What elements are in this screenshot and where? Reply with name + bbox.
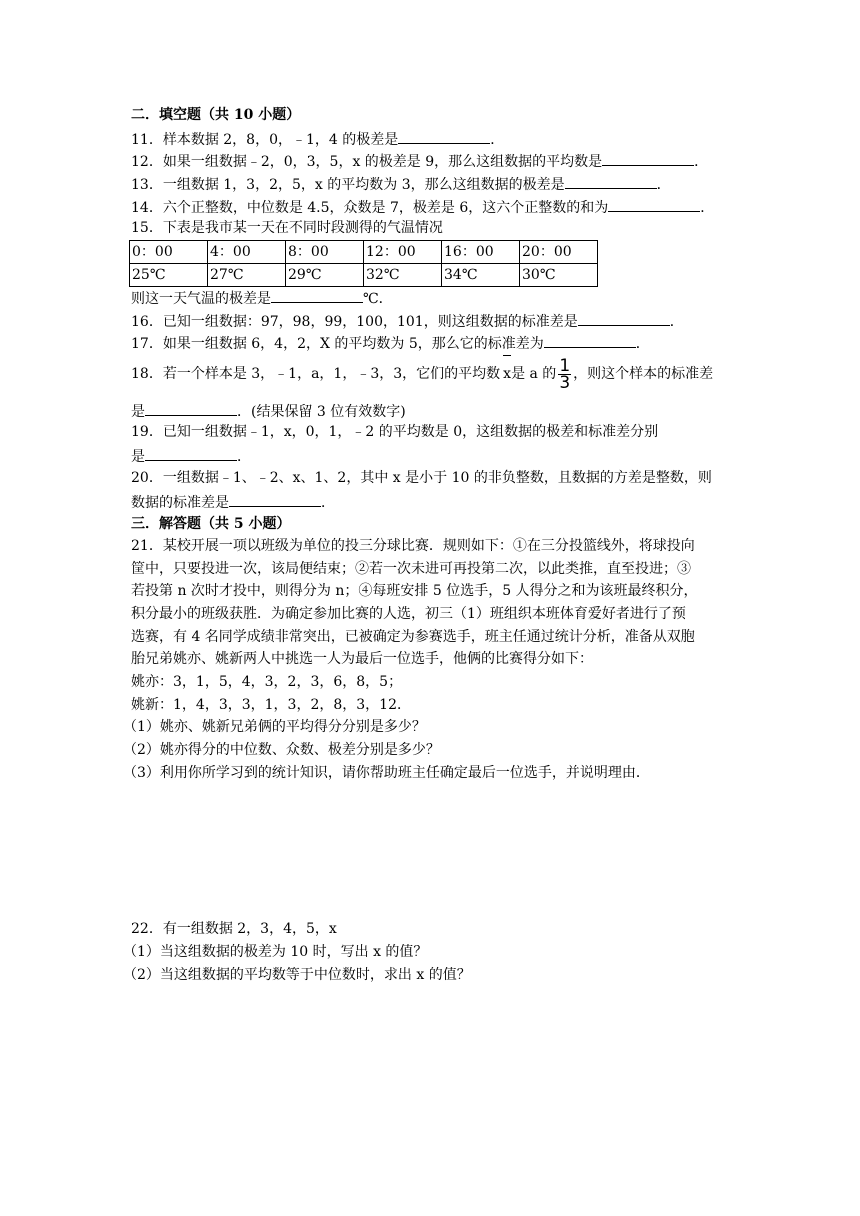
question-22: 22．有一组数据 2，3，4，5，x [131,921,337,937]
answer-blank[interactable] [578,311,670,326]
question-21-sub-2: （2）姚亦得分的中位数、众数、极差分别是多少？ [123,742,440,758]
temp-cell: 29℃ [286,264,364,287]
question-19-line-2: 是 ． [131,446,251,466]
yaoxin-scores: 姚新：1，4，3，3，1，3，2，8，3，12． [131,697,411,713]
question-21-line: 若投第 n 次时才投中，则得分为 n；④每班安排 5 位选手，5 人得分之和为该班最终积分， [131,583,698,599]
section-3-heading: 三．解答题（共 5 小题） [131,516,291,532]
answer-blank[interactable] [544,333,636,348]
question-21-line: 选赛，有 4 名同学成绩非常突出，已被确定为参赛选手，班主任通过统计分析，准备从双胞 [131,629,695,645]
answer-blank[interactable] [565,174,657,189]
question-20-line-2: 数据的标准差是 ． [131,492,335,512]
answer-blank[interactable] [602,151,694,166]
question-22-sub-2: （2）当这组数据的平均数等于中位数时，求出 x 的值？ [123,967,471,983]
answer-blank[interactable] [271,288,363,303]
question-16: 16．已知一组数据：97，98，99，100，101，则这组数据的标准差是 ． [131,311,684,331]
question-18-line-2: 是 ．(结果保留 3 位有效数字) [131,401,406,421]
question-11: 11．样本数据 2，8，0，﹣1，4 的极差是 ． [131,129,504,149]
answer-blank[interactable] [145,446,237,461]
question-21-line: 胎兄弟姚亦、姚新两人中挑选一人为最后一位选手，他俩的比赛得分如下： [131,651,593,667]
question-13: 13．一组数据 1，3，2，5，x 的平均数为 3，那么这组数据的极差是 ． [131,174,671,194]
time-cell: 0：00 [130,241,208,264]
table-row-times [130,241,598,264]
question-18: 18．若一个样本是 3，﹣1，a，1，﹣3，3，它们的平均数 x是 a 的 $\frac{1}{3}$ ，则这个样本的标准差 [131,355,714,393]
temp-cell: 25℃ [130,264,208,287]
question-17: 17．如果一组数据 6，4，2，X 的平均数为 5，那么它的标准差为 ． [131,333,650,353]
question-20: 20．一组数据﹣1、﹣2、x、1、2，其中 x 是小于 10 的非负整数，且数据的方差是整数，则 [131,470,712,486]
time-cell: 8：00 [286,241,364,264]
temp-cell: 34℃ [442,264,520,287]
temperature-table [129,240,598,287]
temp-cell: 30℃ [520,264,598,287]
question-22-sub-1: （1）当这组数据的极差为 10 时，写出 x 的值？ [123,944,428,960]
answer-blank[interactable] [229,492,321,507]
question-21-sub-3: （3）利用你所学习到的统计知识，请你帮助班主任确定最后一位选手，并说明理由． [123,765,650,781]
question-19: 19．已知一组数据﹣1，x，0，1，﹣2 的平均数是 0，这组数据的极差和标准差分别 [131,424,659,440]
question-21-line: 积分最小的班级获胜．为确定参加比赛的人选，初三（1）班组织本班体育爱好者进行了预 [131,606,686,622]
question-21-line: 21．某校开展一项以班级为单位的投三分球比赛．规则如下：①在三分投篮线外，将球投向 [131,538,695,554]
time-cell: 12：00 [364,241,442,264]
answer-blank[interactable] [145,401,237,416]
table-row-temps [130,264,598,287]
answer-blank[interactable] [608,197,700,212]
question-21-line: 筐中，只要投进一次，该局便结束；②若一次未进可再投第二次，以此类推，直至投进；③ [131,561,691,577]
time-cell: 4：00 [208,241,286,264]
yaoyi-scores: 姚亦：3，1，5，4，3，2，3，6，8，5； [131,674,403,690]
question-14: 14．六个正整数，中位数是 4.5，众数是 7，极差是 6，这六个正整数的和为 ． [131,197,714,217]
question-21-sub-1: （1）姚亦、姚新兄弟俩的平均得分分别是多少？ [123,719,426,735]
mean-symbol: x [503,357,511,391]
question-15: 15．下表是我市某一天在不同时段测得的气温情况 [131,220,443,236]
fraction-one-third: $\frac{1}{3}$ [559,355,571,393]
question-15-answer: 则这一天气温的极差是 ℃． [131,288,393,308]
answer-blank[interactable] [398,129,490,144]
time-cell: 20：00 [520,241,598,264]
time-cell: 16：00 [442,241,520,264]
temp-cell: 32℃ [364,264,442,287]
temp-cell: 27℃ [208,264,286,287]
question-12: 12．如果一组数据﹣2，0，3，5，x 的极差是 9，那么这组数据的平均数是 ． [131,151,708,171]
section-2-heading: 二．填空题（共 10 小题） [131,107,301,123]
